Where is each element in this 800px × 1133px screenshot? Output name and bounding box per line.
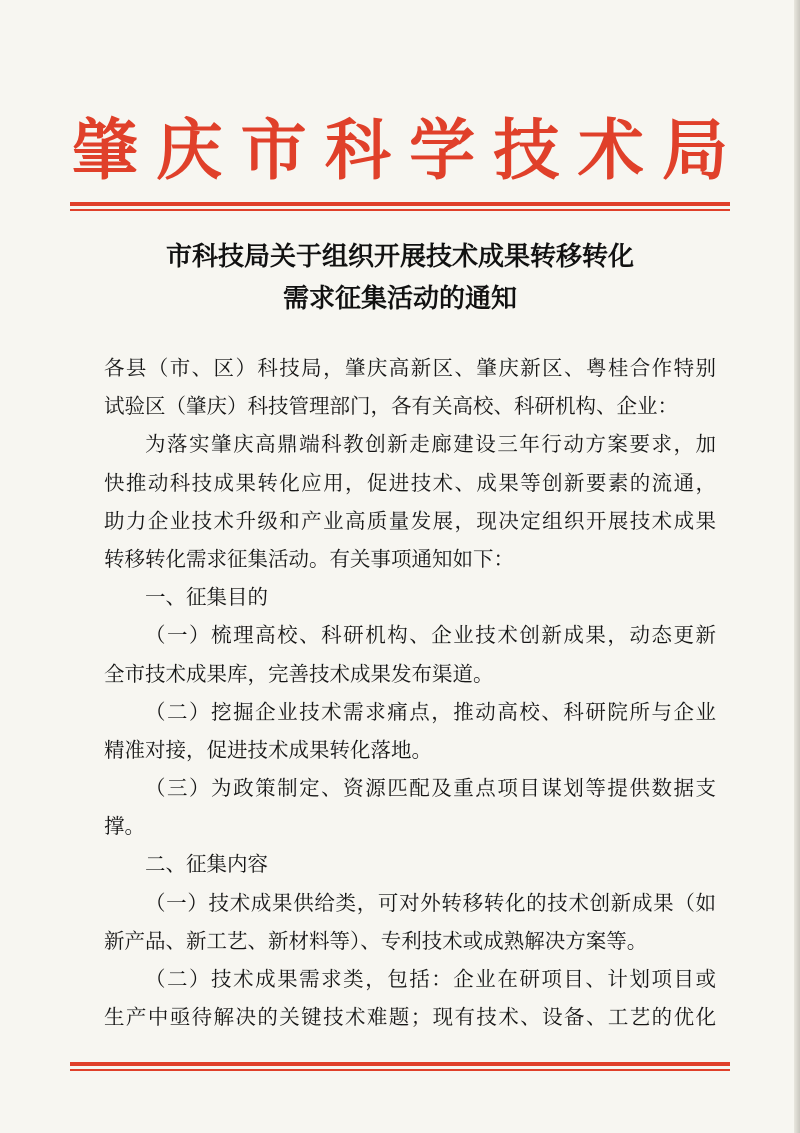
section-heading-content: 二、征集内容: [145, 852, 268, 877]
addressee-line: 试验区（肇庆）科技管理部门，各有关高校、科研机构、企业：: [104, 394, 678, 419]
letterhead-char: 肇: [72, 111, 138, 189]
letterhead-top-rule: [70, 202, 730, 211]
purpose-item-line: 全市技术成果库，完善技术成果发布渠道。: [104, 661, 494, 686]
letterhead-bottom-rule: [70, 1062, 730, 1071]
intro-paragraph-line: 为落实肇庆高鼎端科教创新走廊建设三年行动方案要求，加: [145, 432, 716, 457]
letterhead-char: 局: [661, 111, 728, 189]
section-heading-purpose: 一、征集目的: [145, 585, 268, 610]
content-item-line: 新产品、新工艺、新材料等）、专利技术或成熟解决方案等。: [104, 928, 648, 953]
purpose-item-line: （一）梳理高校、科研机构、企业技术创新成果，动态更新: [145, 623, 716, 648]
letterhead-char: 市: [240, 111, 307, 189]
letterhead-char: 术: [577, 111, 644, 189]
purpose-item-line: 精准对接，促进技术成果转化落地。: [104, 737, 432, 762]
addressee-line: 各县（市、区）科技局，肇庆高新区、肇庆新区、粤桂合作特别: [104, 356, 716, 380]
purpose-item-line: （二）挖掘企业技术需求痛点，推动高校、科研院所与企业: [145, 699, 716, 724]
document-body: [104, 349, 716, 1036]
document-title-line: 需求征集活动的通知: [282, 284, 517, 314]
letterhead-char: 学: [409, 111, 476, 189]
intro-paragraph-line: 转移转化需求征集活动。有关事项通知如下：: [104, 546, 514, 571]
document-title: [70, 236, 730, 320]
intro-paragraph-line: 快推动科技成果转化应用，促进技术、成果等创新要素的流通，: [104, 470, 716, 495]
letterhead-char: 庆: [156, 111, 223, 189]
document-title-line: 市科技局关于组织开展技术成果转移转化: [165, 242, 634, 272]
content-item-line: （二）技术成果需求类，包括：企业在研项目、计划项目或: [145, 967, 716, 991]
content-item-line: 生产中亟待解决的关键技术难题；现有技术、设备、工艺的优化: [104, 1005, 716, 1030]
page-edge-shadow: [794, 0, 800, 1133]
letterhead-char: 技: [493, 111, 560, 189]
content-item-line: （一）技术成果供给类，可对外转移转化的技术创新成果（如: [145, 890, 716, 915]
letterhead-char: 科: [324, 111, 391, 189]
purpose-item-line: （三）为政策制定、资源匹配及重点项目谋划等提供数据支: [145, 776, 716, 801]
letterhead-org-name: [72, 112, 728, 188]
purpose-item-line: 撑。: [104, 814, 145, 839]
intro-paragraph-line: 助力企业技术升级和产业高质量发展，现决定组织开展技术成果: [104, 508, 716, 533]
